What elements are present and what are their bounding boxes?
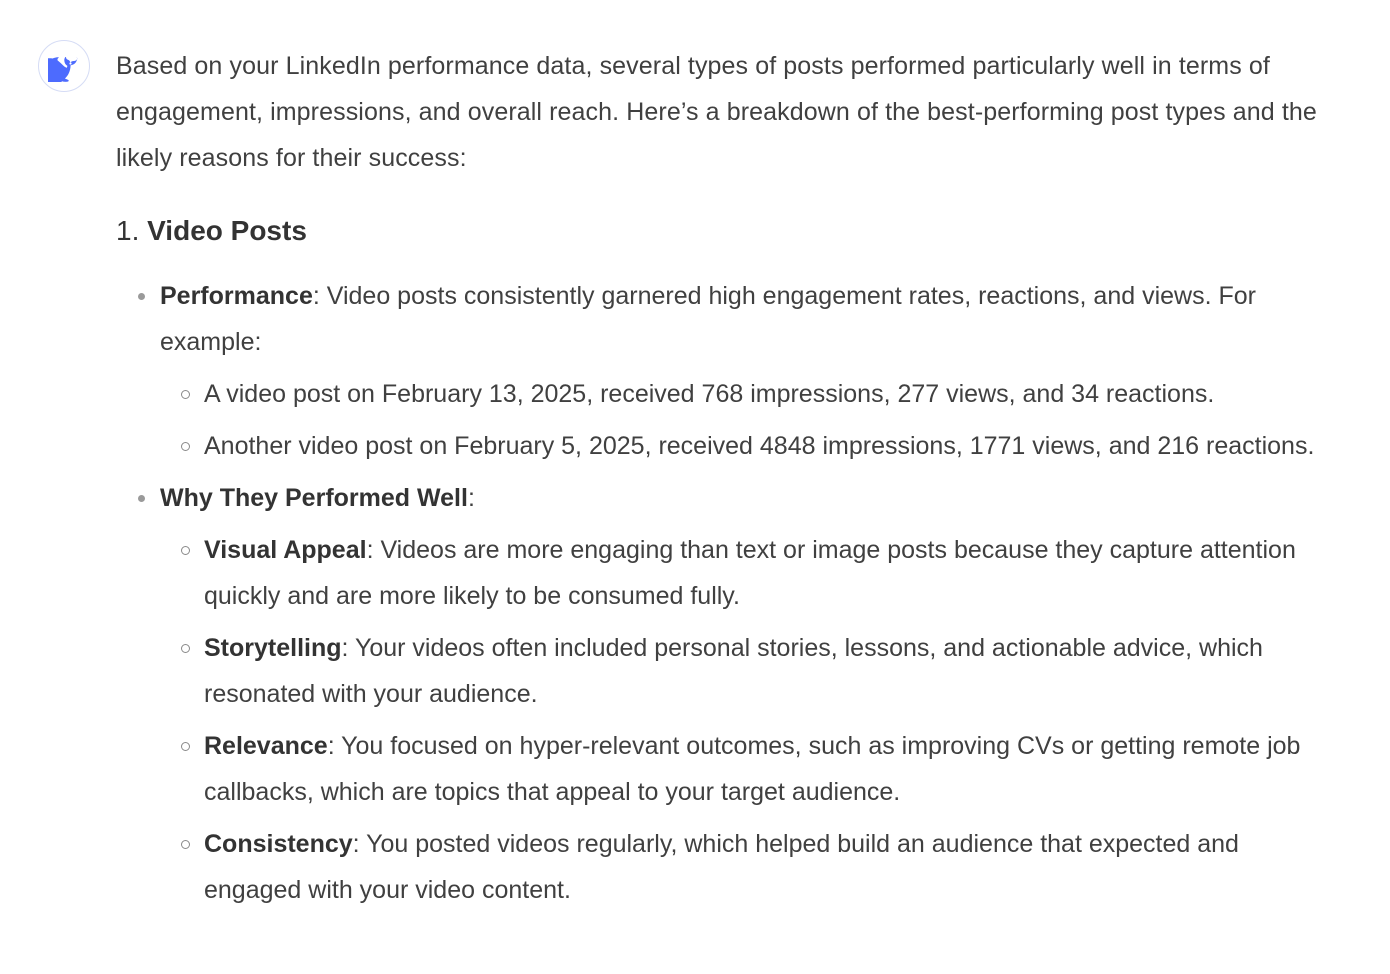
- reason-text: : You posted videos regularly, which helped build an audience that expected and engaged with your video content.: [204, 830, 1239, 904]
- why-suffix: :: [467, 484, 475, 512]
- reason-label: Relevance: [204, 732, 328, 760]
- section-number: 1.: [116, 215, 140, 246]
- list-item: A video post on February 13, 2025, received 768 impressions, 277 views, and 34 reactions.: [204, 371, 1326, 417]
- whale-logo-icon: [48, 50, 80, 82]
- reason-text: : You focused on hyper-relevant outcomes, such as improving CVs or getting remote job callbacks, which are topics that appeal to your target audience.: [204, 732, 1301, 806]
- reason-label: Visual Appeal: [204, 536, 367, 564]
- why-label: Why They Performed Well: [160, 484, 468, 512]
- performance-text: : Video posts consistently garnered high engagement rates, reactions, and views. For example:: [160, 282, 1256, 356]
- performance-label: Performance: [160, 282, 313, 310]
- assistant-avatar: [38, 40, 90, 92]
- section-heading: [116, 211, 1326, 251]
- bullet-list: [116, 273, 1326, 913]
- list-item-performance: [160, 273, 1326, 469]
- reason-label: Consistency: [204, 830, 353, 858]
- reason-label: Storytelling: [204, 634, 342, 662]
- assistant-message: [116, 43, 1326, 919]
- reasons-list: [160, 527, 1326, 913]
- intro-paragraph: Based on your LinkedIn performance data, several types of posts performed particularly well in terms of engagement, impressions, and overall reach. Here’s a breakdown of the best-performing post types and the likely reasons for their success:: [116, 52, 1317, 172]
- list-item: [204, 821, 1326, 913]
- examples-list: [160, 371, 1326, 469]
- list-item-why: [160, 475, 1326, 913]
- list-item: [204, 723, 1326, 815]
- section-title: Video Posts: [147, 215, 307, 246]
- list-item: Another video post on February 5, 2025, received 4848 impressions, 1771 views, and 216 reactions.: [204, 423, 1326, 469]
- reason-text: : Videos are more engaging than text or image posts because they capture attention quickly and are more likely to be consumed fully.: [204, 536, 1296, 610]
- list-item: [204, 527, 1326, 619]
- reason-text: : Your videos often included personal stories, lessons, and actionable advice, which resonated with your audience.: [204, 634, 1263, 708]
- list-item: [204, 625, 1326, 717]
